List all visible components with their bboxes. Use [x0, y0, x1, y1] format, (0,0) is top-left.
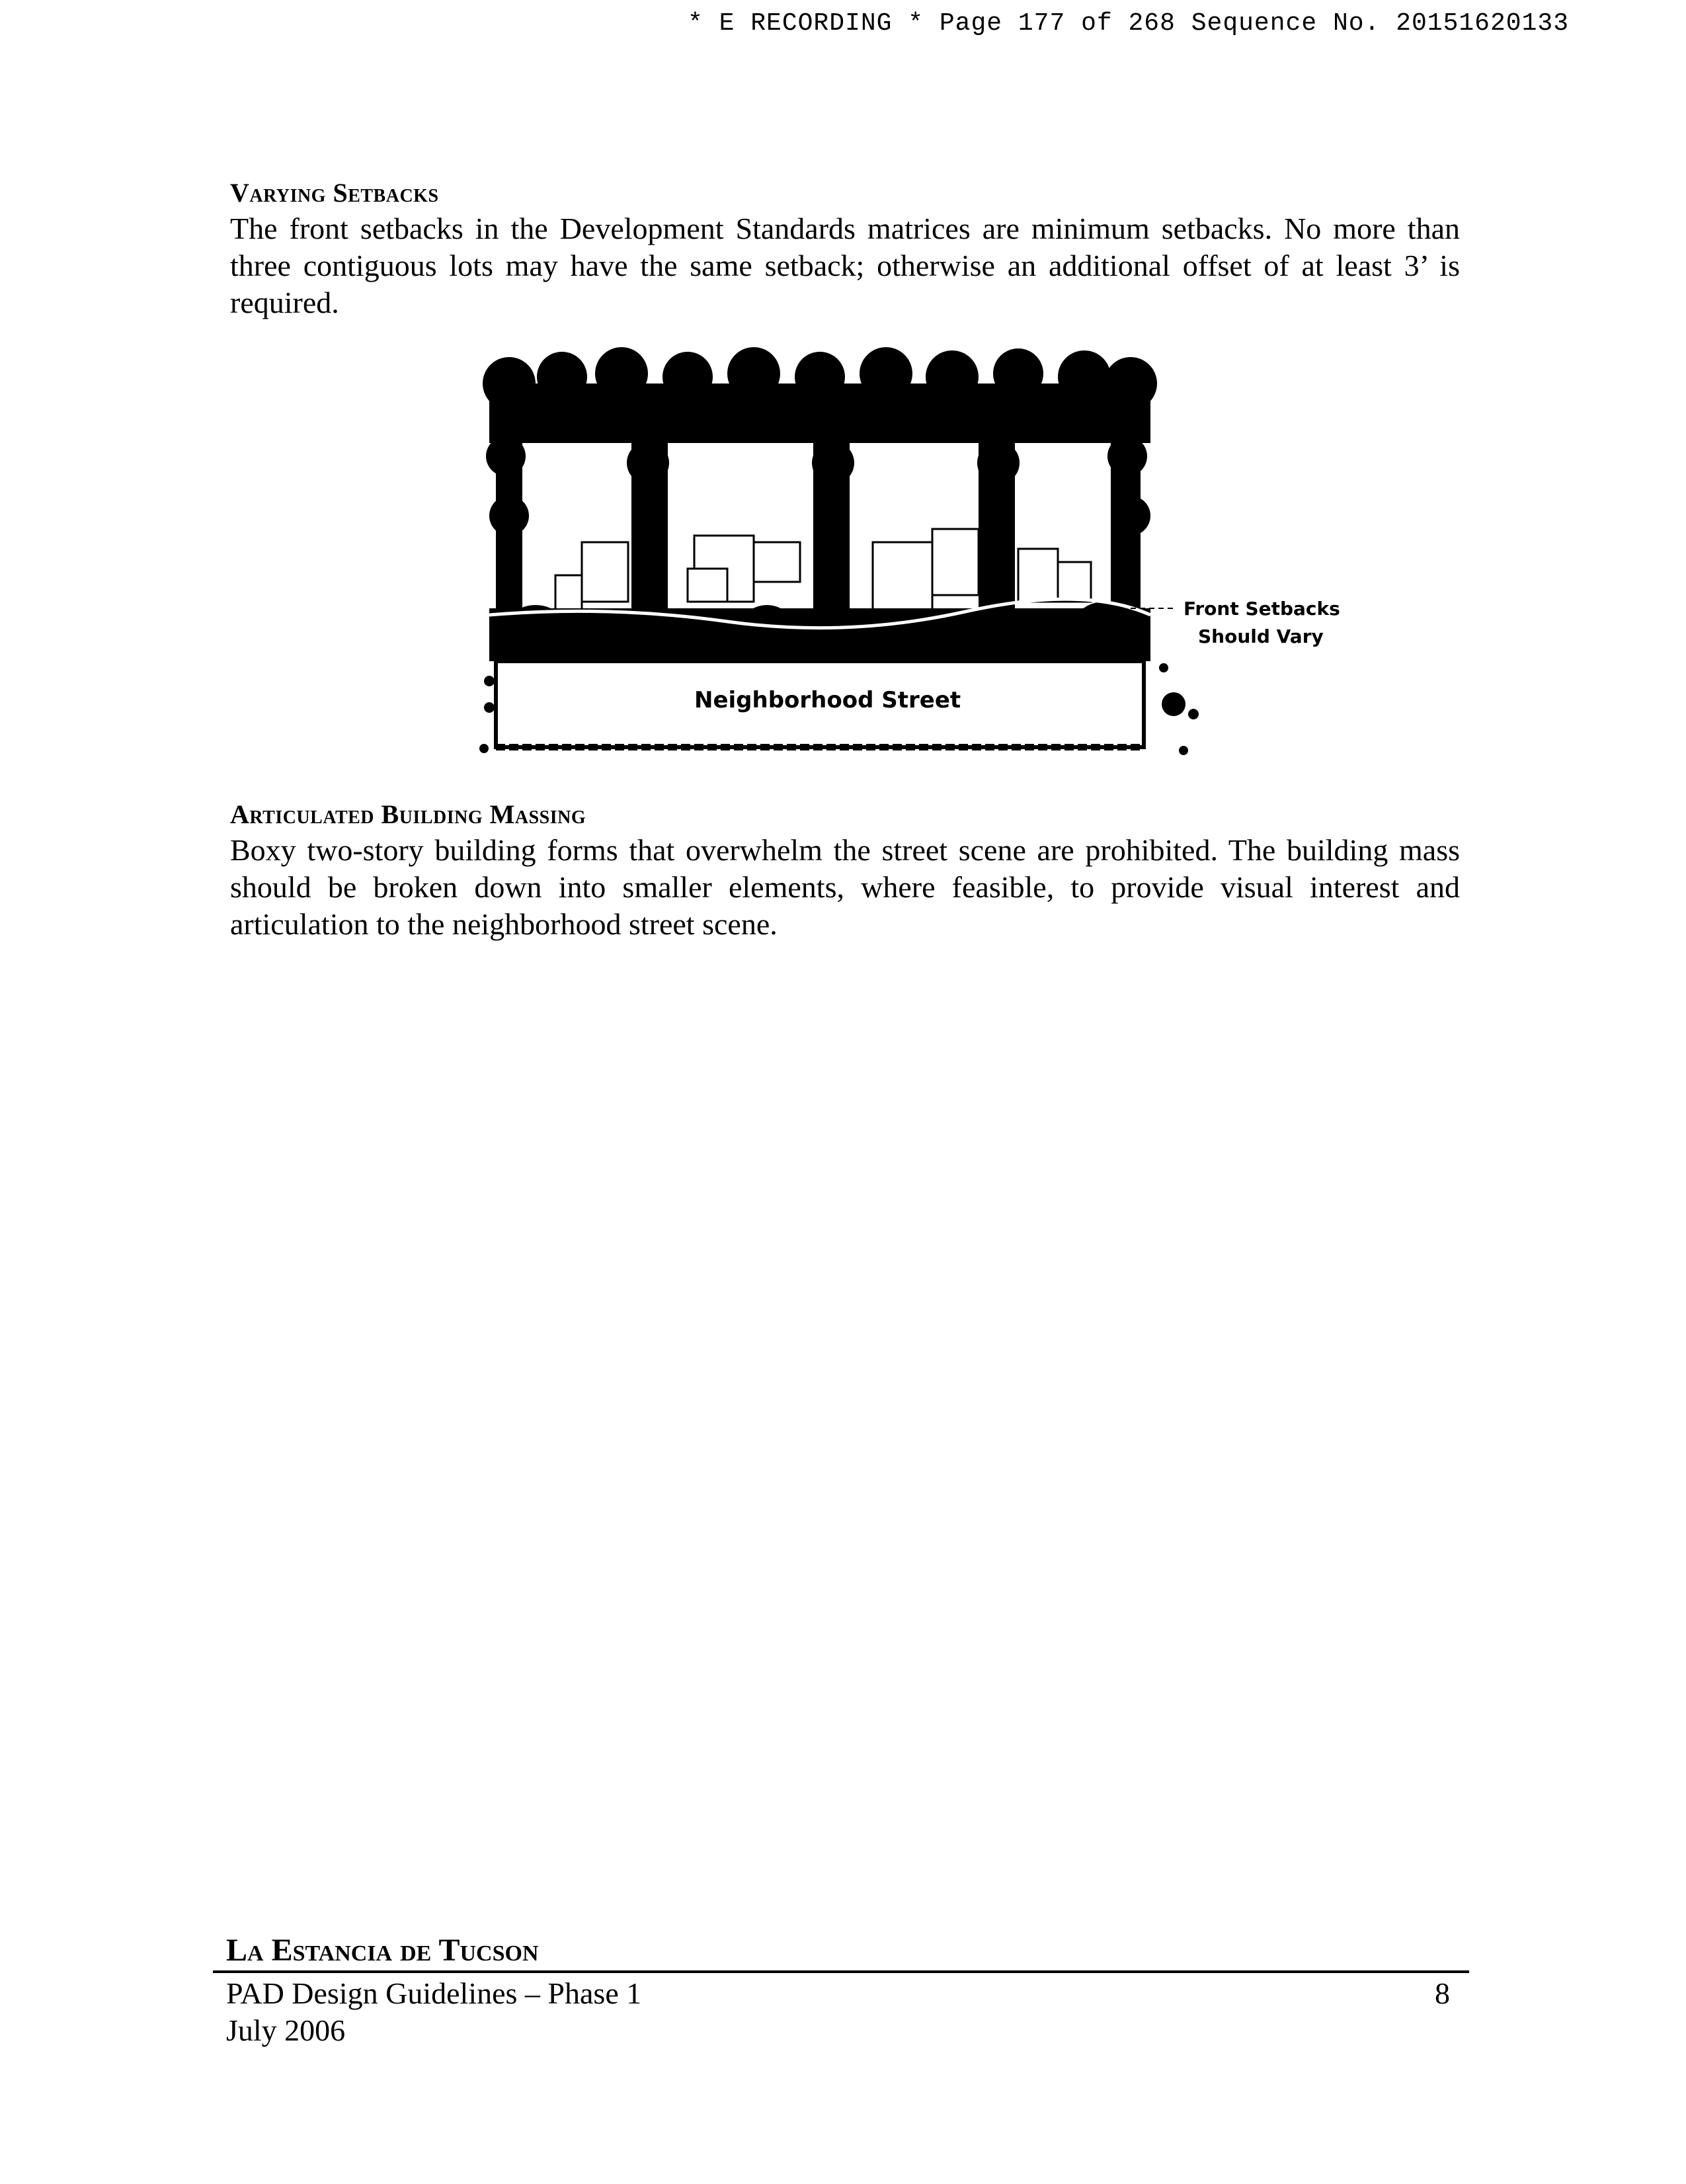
- footer-subtitle: PAD Design Guidelines – Phase 1: [226, 1976, 642, 2010]
- section-body-varying-setbacks: The front setbacks in the Development Standards matrices are minimum setbacks. No more than three contiguous lots may have the same setback; otherwise an additional offset of at least 3’ is required.: [230, 212, 1460, 319]
- section-heading-articulated-massing: Articulated Building Massing: [230, 799, 586, 829]
- callout-text-line2: Should Vary: [1198, 626, 1324, 647]
- callout-text-line1: Front Setbacks: [1184, 598, 1340, 620]
- section-body-articulated-massing: Boxy two-story building forms that overwhelm the street scene are prohibited. The building mass should be broken down into smaller elements, where feasible, to provide visual interest and articulation to the neighborhood street scene.: [230, 833, 1460, 941]
- footer-divider: [213, 1970, 1469, 1973]
- rear-tree-canopy: [483, 347, 1157, 443]
- footer-title: La Estancia de Tucson: [226, 1933, 539, 1968]
- recording-stamp: * E RECORDING * Page 177 of 268 Sequence No. 20151620133: [688, 9, 1570, 38]
- footer-date: July 2006: [226, 2013, 346, 2047]
- setback-site-plan-figure: [476, 344, 1362, 767]
- page-number: 8: [1435, 1976, 1450, 2010]
- section-heading-varying-setbacks: Varying Setbacks: [230, 178, 439, 208]
- street-label: Neighborhood Street: [694, 687, 961, 713]
